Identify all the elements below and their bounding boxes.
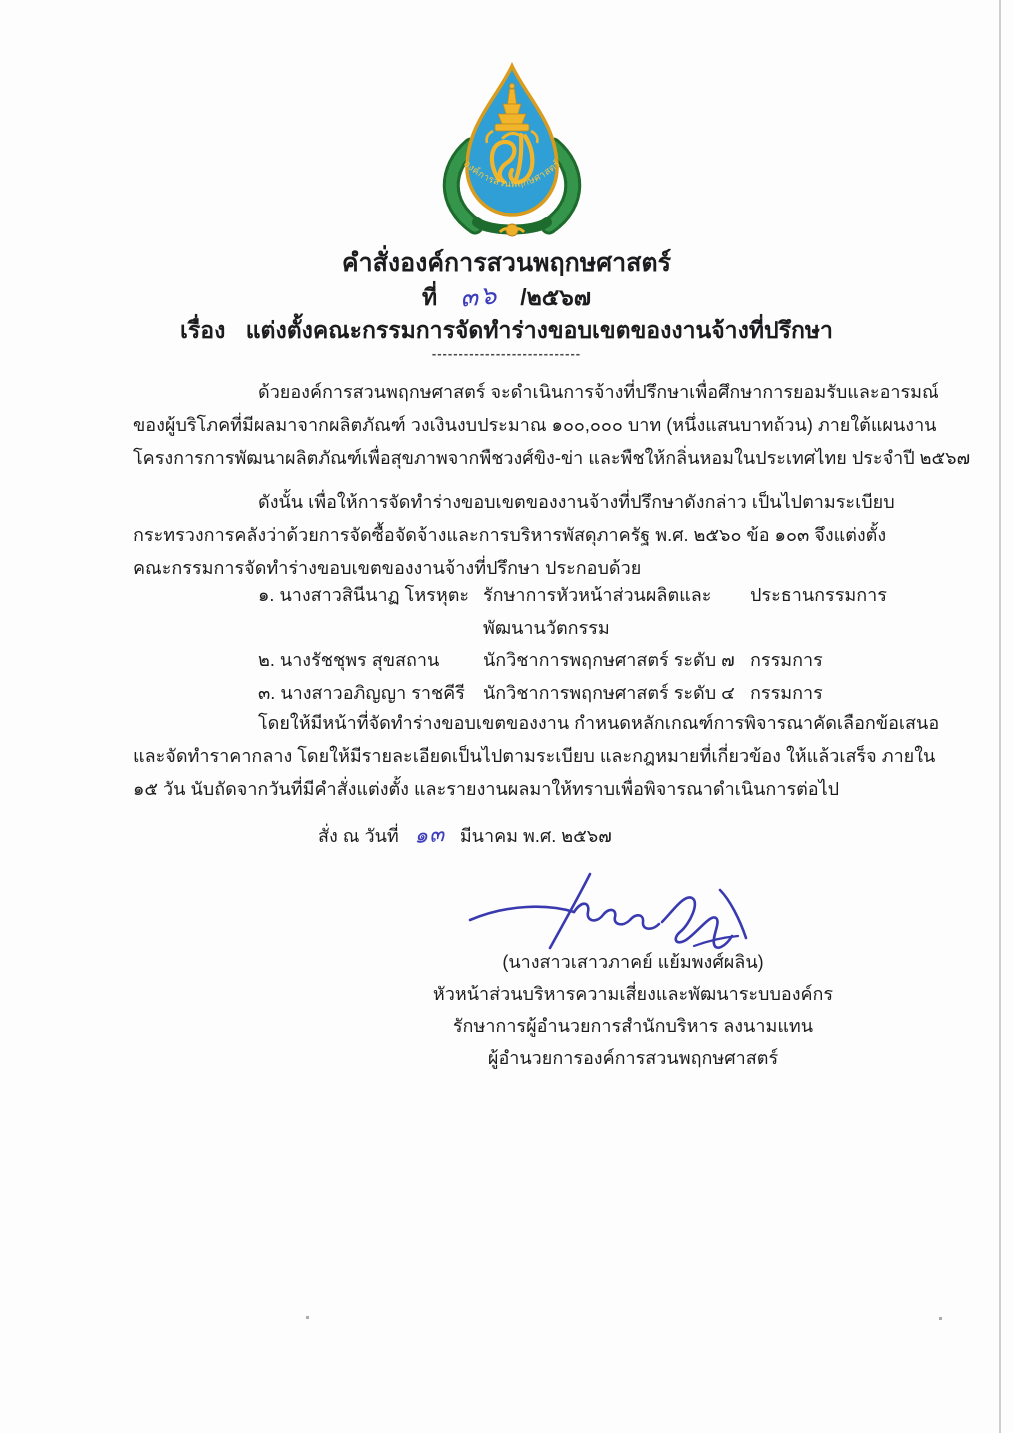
order-no-prefix: ที่ bbox=[421, 284, 438, 310]
scan-speck bbox=[939, 1317, 942, 1320]
signatory-title-1: หัวหน้าส่วนบริหารความเสี่ยงและพัฒนาระบบองค์กร bbox=[432, 984, 834, 1004]
divider-dashes: ---------------------------- bbox=[431, 346, 582, 361]
date-line bbox=[318, 818, 612, 853]
order-no-year: /๒๕๖๗ bbox=[520, 284, 592, 310]
committee-name: นางสาวสินีนาฏ โหรหุตะ bbox=[279, 585, 470, 605]
committee-row-1-name bbox=[258, 579, 469, 612]
paragraph-line: คณะกรรมการจัดทำร่างขอบเขตของงานจ้างที่ปรึกษา ประกอบด้วย bbox=[133, 558, 642, 578]
handwritten-order-number: ๓๖ bbox=[458, 279, 499, 313]
handwritten-day: ๑๓ bbox=[412, 820, 446, 849]
org-emblem-logo bbox=[437, 62, 587, 246]
committee-no: ๑. bbox=[258, 585, 275, 605]
committee-name: นางสาวอภิญญา ราชคีรี bbox=[280, 683, 465, 703]
signatory-title-3: ผู้อำนวยการองค์การสวนพฤกษศาสตร์ bbox=[487, 1048, 779, 1068]
paragraph-line: ดังนั้น เพื่อให้การจัดทำร่างขอบเขตของงานจ้างที่ปรึกษาดังกล่าว เป็นไปตามระเบียบ bbox=[258, 492, 895, 512]
committee-row-2-name bbox=[258, 644, 439, 677]
paragraph-line: กระทรวงการคลังว่าด้วยการจัดซื้อจัดจ้างและการบริหารพัสดุภาครัฐ พ.ศ. ๒๕๖๐ ข้อ ๑๐๓ จึงแต่งตั้ง bbox=[133, 525, 887, 545]
scan-speck bbox=[306, 1316, 309, 1319]
subject-line bbox=[0, 313, 1013, 349]
order-number-line bbox=[0, 276, 1013, 317]
emblem-org-name: องค์การสวนพฤกษศาสตร์ bbox=[461, 158, 563, 191]
paragraph-line: และจัดทำราคากลาง โดยให้มีรายละเอียดเป็นไปตามระเบียบ และกฎหมายที่เกี่ยวข้อง ให้แล้วเสร็จ ภายใน bbox=[133, 746, 936, 766]
committee-position: รักษาการหัวหน้าส่วนผลิตและ bbox=[483, 585, 712, 605]
paragraph-line: ๑๕ วัน นับถัดจากวันที่มีคำสั่งแต่งตั้ง และรายงานผลมาให้ทราบเพื่อพิจารณาดำเนินการต่อไป bbox=[133, 779, 840, 799]
signatory-block bbox=[343, 946, 923, 1074]
paragraph-2 bbox=[133, 486, 933, 585]
signatory-name: (นางสาวเสาวภาคย์ แย้มพงศ์ผลิน) bbox=[502, 952, 764, 972]
subject-label: เรื่อง bbox=[180, 317, 226, 343]
subject-text: แต่งตั้งคณะกรรมการจัดทำร่างขอบเขตของงานจ้างที่ปรึกษา bbox=[245, 317, 833, 343]
paragraph-line: ด้วยองค์การสวนพฤกษศาสตร์ จะดำเนินการจ้างที่ปรึกษาเพื่อศึกษาการยอมรับและอารมณ์ bbox=[258, 382, 939, 402]
committee-position: นักวิชาการพฤกษศาสตร์ ระดับ ๔ bbox=[483, 683, 735, 703]
paragraph-line: ของผู้บริโภคที่มีผลมาจากผลิตภัณฑ์ วงเงินงบประมาณ ๑๐๐,๐๐๐ บาท (หนึ่งแสนบาทถ้วน) ภายใต้แผนงาน bbox=[133, 415, 937, 435]
committee-role: กรรมการ bbox=[750, 683, 823, 703]
committee-position: นักวิชาการพฤกษศาสตร์ ระดับ ๗ bbox=[483, 650, 735, 670]
committee-no: ๒. bbox=[258, 650, 275, 670]
committee-position-cont: พัฒนานวัตกรรม bbox=[483, 618, 610, 638]
date-prefix: สั่ง ณ วันที่ bbox=[318, 826, 399, 846]
paragraph-line: โดยให้มีหน้าที่จัดทำร่างขอบเขตของงาน กำหนดหลักเกณฑ์การพิจารณาคัดเลือกข้อเสนอ bbox=[258, 713, 940, 733]
page-title: คำสั่งองค์การสวนพฤกษศาสตร์ bbox=[341, 249, 672, 277]
signatory-title-2: รักษาการผู้อำนวยการสำนักบริหาร ลงนามแทน bbox=[452, 1016, 814, 1036]
date-suffix: มีนาคม พ.ศ. ๒๕๖๗ bbox=[459, 826, 612, 846]
paragraph-3 bbox=[133, 707, 940, 806]
paragraph-1 bbox=[133, 376, 971, 475]
committee-no: ๓. bbox=[258, 683, 276, 703]
committee-role: กรรมการ bbox=[750, 650, 823, 670]
committee-role: ประธานกรรมการ bbox=[750, 585, 887, 605]
committee-name: นางรัชชุพร สุขสถาน bbox=[279, 650, 440, 670]
scan-edge-line bbox=[999, 0, 1001, 1433]
signature-image bbox=[458, 868, 818, 958]
paragraph-line: โครงการการพัฒนาผลิตภัณฑ์เพื่อสุขภาพจากพืชวงศ์ขิง-ข่า และพืชให้กลิ่นหอมในประเทศไทย ประจำปี ๒๕๖๗ bbox=[133, 448, 971, 468]
committee-row-3-name bbox=[258, 677, 465, 710]
